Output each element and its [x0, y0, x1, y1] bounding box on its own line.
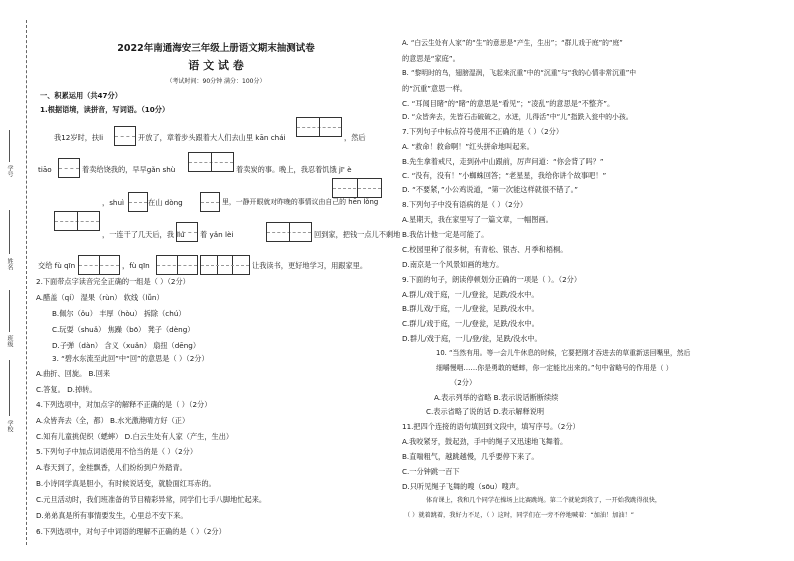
question-5: 5.下列句子中加点词语使用不恰当的是（ ）（2分）	[36, 447, 198, 456]
class-field	[9, 290, 10, 332]
name-label: 姓名	[6, 258, 13, 270]
question-10-line2: 细嚼慢咽……你是勇敢的蟋蟀，你一定能比出来的。”句中省略号的作用是（ ）	[436, 364, 673, 372]
school-field	[9, 360, 10, 416]
answer-box[interactable]	[188, 152, 234, 172]
question-10-line1: 10. “当然有用。等一会儿牛休息的时候，它要把刚才吞进去的草重新送回嘴里，然后	[436, 349, 691, 357]
class-label: 班级	[6, 335, 13, 347]
question-3: 3. “碧水东流至此回”中“回”的意思是（ ）（2分）	[52, 354, 209, 363]
q5-option-a: A.春天到了，金桂飘香，人们纷纷到户外踏青。	[36, 463, 187, 472]
q1-line2-c: 着卖炭的事。晚上，我忍着饥饿 jī' è	[236, 165, 352, 174]
q4-options-cd: C.知有儿童挑促织（蟋蟀） D.白云生处有人家（产生，生出）	[36, 432, 234, 441]
answer-box[interactable]	[176, 222, 198, 242]
school-label: 学校	[6, 420, 13, 432]
q2-option-c: C.玩耍（shuǎ） 焦躁（bō） 凳子（dèng）	[52, 325, 195, 334]
q5-option-b: B.小诗同学真是胆小，有时候说话变，就脸面红耳赤的。	[36, 479, 216, 488]
answer-box[interactable]	[128, 192, 148, 212]
q9-option-b: B.群儿戏/于庭，一儿/登瓮，足跌/没水中。	[402, 304, 539, 313]
q11-sentence-b: B.直喘粗气，越跳越慢，几乎要停下来了。	[402, 452, 539, 461]
answer-box[interactable]	[200, 255, 250, 275]
q11-sentence-c: C.一分钟跳一百下	[402, 467, 460, 476]
q1-line5-a: 交给 fù qīn	[38, 261, 76, 270]
answer-box[interactable]	[200, 192, 220, 212]
q1-line4-b: 着 yǎn lèi	[200, 230, 234, 239]
question-1: 1.根据语境，读拼音，写词语。（10分）	[40, 105, 170, 114]
name-field	[9, 210, 10, 254]
q8-option-a: A.星期天，我在家里写了一篇文章，一幅图画。	[402, 215, 553, 224]
page-title: 2022年南通海安三年级上册语文期末抽测试卷	[117, 43, 315, 54]
q1-line1-c: ，然后	[344, 133, 366, 142]
q1-line5-c: 让我读书，更好地学习，用跟家里。	[252, 261, 368, 270]
answer-box[interactable]	[58, 158, 80, 178]
q6-option-a-1: A. “白云生处有人家”的“生”的意思是“产生，生出”；“群儿戏于庭”的“庭”	[402, 39, 623, 47]
question-10-score: （2分）	[450, 378, 477, 387]
q4-options-ab: A.众皆奔去（全，都） B.水光激滟晴方好（正）	[36, 416, 190, 425]
q7-option-c: C. “没有，没有！”小蜘蛛回答；“老星星，我给你讲个故事吧！”	[402, 171, 607, 180]
q5-option-c: C.元旦活动时，我们班准备的节目精彩异常，同学们七手八脚地忙起来。	[36, 495, 267, 504]
q8-option-b: B.我估计他一定是可能了。	[402, 230, 489, 239]
q1-line1-a: 我12岁时，扶li	[54, 133, 104, 142]
q1-line4-a: ，一连干了几天后，我 liú	[102, 230, 185, 239]
q1-line4-c: 回到家，把钱一点儿不剩地	[314, 230, 401, 239]
q10-options-ab: A.表示列举的省略 B.表示说话断断续续	[434, 393, 559, 402]
q7-option-a: A. “救命！救命啊！”红头拼命地叫起来。	[402, 142, 534, 151]
answer-box[interactable]	[296, 117, 342, 137]
q7-option-d: D. “不要紧，”小公鸡说道，“第一次能这样就很不错了。”	[402, 185, 578, 194]
q3-options-ab: A.曲折、回旋。 B.回来	[36, 369, 111, 378]
student-number-field	[9, 130, 10, 162]
question-8: 8.下列句子中没有语病的是（ ）（2分）	[402, 200, 528, 209]
q1-line2-b: 着卖给饶我的，早早gǎn shù	[82, 165, 176, 174]
q11-sentence-a: A.我咬紧牙，鼓起劲，手中的绳子又迅速地飞舞着。	[402, 437, 568, 446]
q6-option-d: D. “众皆奔去，先皆石击破破之，水迸，儿得活”中“儿”指跌入瓮中的小孩。	[402, 113, 633, 121]
question-9: 9.下面的句子，朗读停顿划分正确的一项是（ ）。（2分）	[402, 275, 582, 284]
q2-option-a: A.醋盖（qí） 湿果（rùn） 软线（lǚn）	[36, 293, 164, 302]
answer-box[interactable]	[332, 178, 382, 198]
question-2: 2.下面带点字读音完全正确的一组是（ ）（2分）	[36, 277, 190, 286]
q9-option-c: C.群儿/戏于庭，一儿/登瓮，足跌/没水中。	[402, 319, 539, 328]
q6-option-b-2: 的“沉重”意思一样。	[402, 84, 467, 93]
q11-passage-2: （ ）就着跳着，我好力不足，（ ）这时，同学们在一旁不停地喊着：“加油！加油！”	[404, 512, 634, 519]
answer-box[interactable]	[54, 211, 100, 231]
q5-option-d: D.弟弟真是所有事情要发生，心里总不安下来。	[36, 511, 188, 520]
question-11: 11.把四个连接的语句填回到文段中，填写序号。（2分）	[402, 422, 580, 431]
q8-option-c: C.校园里种了很多树，有青松、银杏、月季和梧桐。	[402, 245, 568, 254]
q10-options-cd: C.表示省略了说的话 D.表示解释说明	[426, 407, 545, 416]
q6-option-c: C. “耳闻目睹”的“睹”的意思是“看见”；“凌乱”的意思是“不整齐”。	[402, 99, 615, 108]
q1-line3-a: ，shuì	[102, 198, 125, 207]
q1-line5-b: ，fù qīn	[122, 261, 150, 270]
exam-meta: （考试时间：90分钟 满分：100分）	[166, 78, 266, 85]
q9-option-a: A.群儿/戏于庭，一儿/登瓮，足跌/没水中。	[402, 290, 539, 299]
q6-option-a-2: 的意思是“家庭”。	[402, 54, 460, 63]
q3-options-cd: C.答复。 D.掉转。	[36, 385, 97, 394]
q9-option-d: D.群儿/戏于庭，一儿/登/瓮，足跌/没水中。	[402, 334, 542, 343]
answer-box[interactable]	[78, 255, 120, 275]
q11-passage-1: 体育课上，我和几个同学在操场上比赛跳绳。第二个就轮到我了，一开始我跳得很快，	[426, 497, 662, 504]
answer-box[interactable]	[266, 222, 312, 242]
q7-option-b: B.先生拿着戒尺，走到孙中山跟前，厉声问道：“你会背了吗？”	[402, 157, 604, 166]
q1-line2-a: tiāo	[38, 165, 52, 174]
page-subtitle: 语 文 试 卷	[188, 59, 244, 72]
q6-option-b-1: B. “黎明时的鸟，翅膀湿润，飞起来沉重”中的“沉重”与“我的心情非常沉重”中	[402, 69, 637, 77]
student-number-label: 学号	[6, 165, 13, 177]
q1-line3-b: 在山 dòng	[148, 198, 183, 207]
q11-sentence-d: D.只听见绳子飞舞的嗖（sōu）嗖声。	[402, 482, 524, 491]
q8-option-d: D.南京是一个风景如画的地方。	[402, 260, 504, 269]
question-7: 7.下列句子中标点符号使用不正确的是（ ）（2分）	[402, 127, 564, 136]
binding-dashed-line	[26, 20, 27, 545]
q2-option-b: B.佩尔（ǒu） 丰厚（hòu） 拆除（chú）	[52, 309, 186, 318]
binding-margin	[0, 0, 38, 561]
q1-line1-b: 开放了，章着步头跟着大人们去山里 kān chái	[138, 133, 286, 142]
question-4: 4.下列选项中，对加点字的解释不正确的是（ ）（2分）	[36, 400, 212, 409]
q2-option-d: D.子弹（dàn） 含义（xuǎn） 扇扭（dēng）	[52, 341, 201, 350]
answer-box[interactable]	[114, 126, 136, 146]
section-heading: 一、积累运用（共47分）	[40, 91, 122, 100]
q1-line3-c: 里，一静开眼就对昨晚的事情议由自己的 hēn lǒng	[222, 198, 379, 206]
answer-box[interactable]	[156, 255, 198, 275]
question-6: 6.下列选项中，对句子中词语的理解不正确的是（ ）（2分）	[36, 527, 226, 536]
